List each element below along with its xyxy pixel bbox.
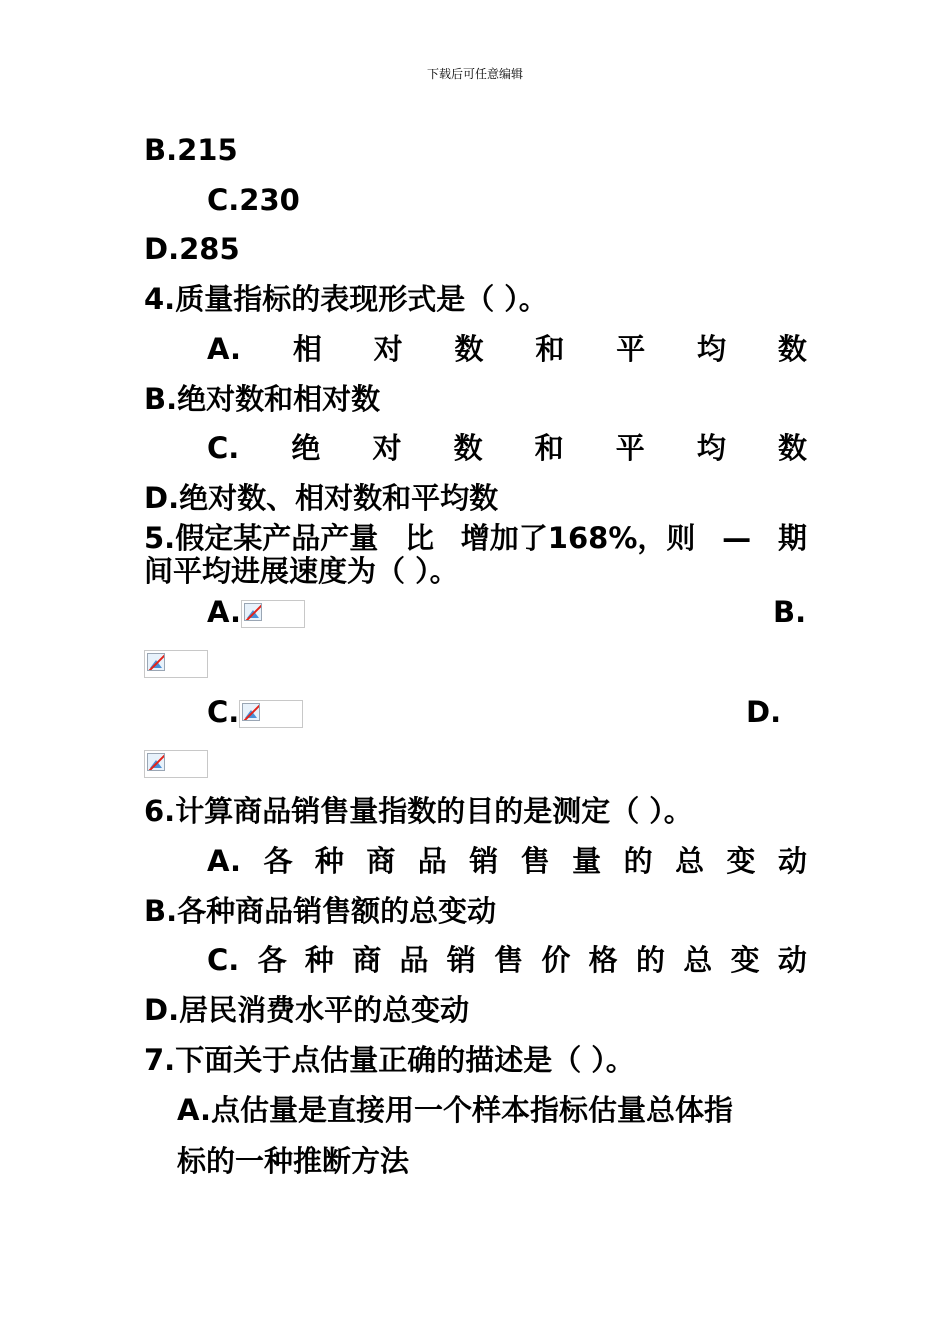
q5-option-a-label: A. [207, 595, 241, 629]
q6-option-c-part: 总 [683, 943, 713, 977]
q6-stem: 6.计算商品销售量指数的目的是测定（ ）。 [144, 794, 693, 828]
q4-option-a-char: 相 [292, 332, 322, 366]
q6-option-c-part: 的 [635, 943, 665, 977]
q4-option-c-char: 和 [534, 431, 564, 465]
q6-option-a-part: 销 [469, 844, 499, 878]
q5-option-d-label: D. [746, 695, 782, 729]
q4-option-a-char: 平 [616, 332, 646, 366]
q5-stem-line1 [144, 520, 807, 556]
q5-option-d-image [144, 750, 208, 778]
q6-option-c-part: C. [207, 943, 240, 977]
q6-option-c-part: 品 [399, 943, 429, 977]
q4-option-a-char: 和 [535, 332, 565, 366]
broken-image-icon [242, 703, 260, 721]
q6-option-b: B.各种商品销售额的总变动 [144, 894, 497, 928]
q6-option-a [207, 843, 807, 879]
q6-option-a-part: 商 [366, 844, 396, 878]
q4-option-a-label: A. [207, 332, 241, 366]
q4-option-c-char: 对 [372, 431, 402, 465]
q5-option-a [207, 594, 305, 630]
q4-option-a-char: 数 [777, 332, 807, 366]
q4-option-a-char: 均 [697, 332, 727, 366]
q5-stem-line2: 间平均进展速度为（ ）。 [144, 554, 459, 588]
q6-option-c-part: 销 [446, 943, 476, 977]
q5-option-b-label: B. [773, 595, 807, 629]
q6-option-c-part: 格 [588, 943, 618, 977]
q6-option-a-part: 品 [417, 844, 447, 878]
q3-option-b: B.215 [144, 133, 238, 167]
q6-option-c-part: 价 [541, 943, 571, 977]
q6-option-a-part: 动 [777, 844, 807, 878]
q4-option-c-char: 数 [777, 431, 807, 465]
broken-image-icon [244, 603, 262, 621]
q6-option-a-part: 总 [675, 844, 705, 878]
q6-option-c-part: 售 [494, 943, 524, 977]
q7-option-a-line1: A.点估量是直接用一个样本指标估量总体指 [177, 1093, 733, 1127]
q5-option-c-image [239, 700, 303, 728]
q4-option-a [207, 331, 807, 367]
q3-option-d: D.285 [144, 232, 240, 266]
q4-option-c-char: 均 [696, 431, 726, 465]
q4-option-d: D.绝对数、相对数和平均数 [144, 481, 499, 515]
q5-option-b-image [144, 650, 208, 678]
q3-option-c: C.230 [207, 183, 300, 217]
q6-option-a-part: 种 [314, 844, 344, 878]
q4-option-a-char: 数 [454, 332, 484, 366]
q5-stem-part: 5.假定某产品产量 [144, 521, 379, 555]
q4-stem: 4.质量指标的表现形式是（ ）。 [144, 282, 548, 316]
q4-option-c-char: 平 [615, 431, 645, 465]
q4-option-c [207, 430, 807, 466]
q6-option-c-part: 种 [304, 943, 334, 977]
q6-option-d: D.居民消费水平的总变动 [144, 993, 470, 1027]
q6-option-a-part: 售 [520, 844, 550, 878]
q6-option-a-part: 的 [623, 844, 653, 878]
q5-option-c [207, 694, 303, 730]
q6-option-c-part: 商 [352, 943, 382, 977]
q7-stem: 7.下面关于点估量正确的描述是（ ）。 [144, 1043, 635, 1077]
q6-option-c [207, 942, 807, 978]
page-header: 下载后可任意编辑 [426, 67, 523, 81]
q5-stem-part: 期 [777, 521, 807, 555]
broken-image-icon [147, 653, 165, 671]
q5-option-b [144, 644, 208, 680]
q5-stem-part: 增加了168%，则 [460, 521, 696, 555]
q6-option-a-part: 量 [572, 844, 602, 878]
q5-option-d [144, 744, 208, 780]
q7-option-a-line2: 标的一种推断方法 [177, 1144, 410, 1178]
q6-option-c-part: 动 [777, 943, 807, 977]
q6-option-a-part: 变 [726, 844, 756, 878]
q4-option-b: B.绝对数和相对数 [144, 382, 381, 416]
q5-option-c-label: C. [207, 695, 240, 729]
q6-option-a-part: A. [207, 844, 241, 878]
q6-option-c-part: 各 [257, 943, 287, 977]
q5-stem-part: 比 [404, 521, 434, 555]
q4-option-c-label: C. [207, 431, 240, 465]
q4-option-a-char: 对 [373, 332, 403, 366]
q4-option-c-char: 绝 [291, 431, 321, 465]
q5-option-a-image [241, 600, 305, 628]
q5-stem-part: — [722, 521, 752, 555]
q6-option-a-part: 各 [263, 844, 293, 878]
q4-option-c-char: 数 [453, 431, 483, 465]
q6-option-c-part: 变 [730, 943, 760, 977]
broken-image-icon [147, 753, 165, 771]
